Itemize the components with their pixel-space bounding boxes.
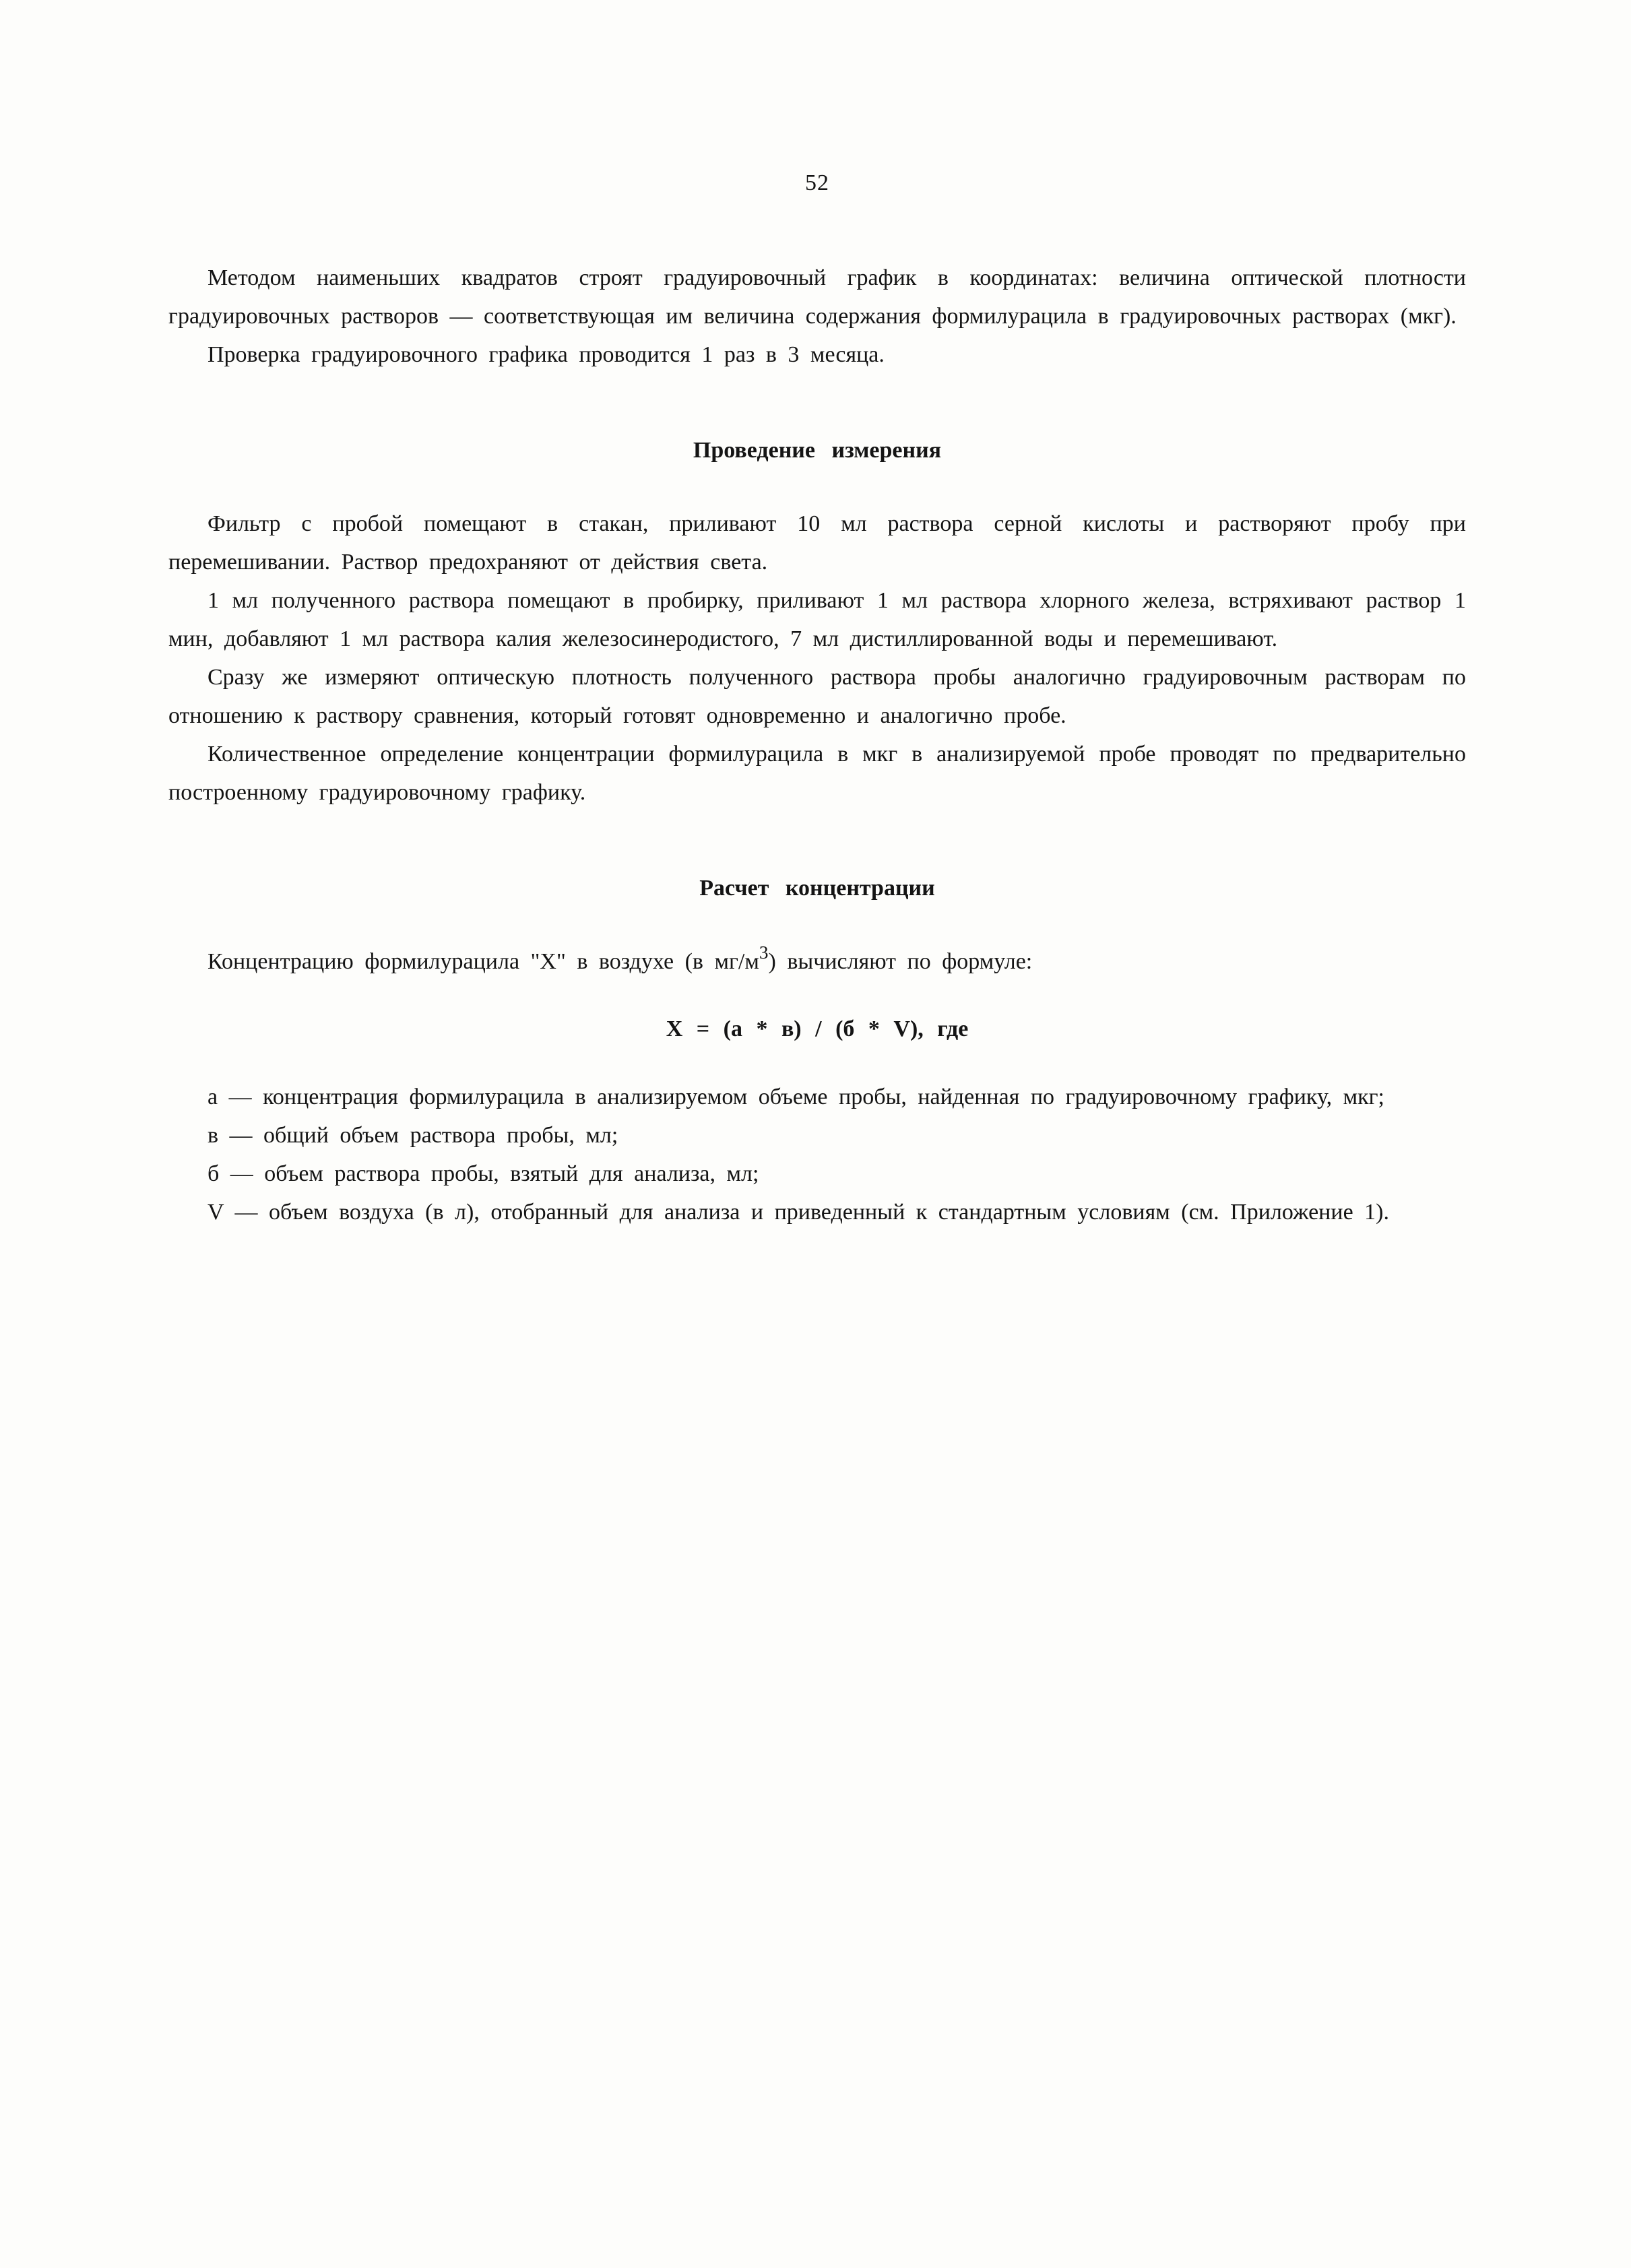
calculation-intro-text-after-superscript: ) вычисляют по формуле: [768,949,1033,974]
concentration-formula: X = (а * в) / (б * V), где [666,1016,969,1041]
intro-paragraph-2: Проверка градуировочного графика проводится 1 раз в 3 месяца. [207,342,885,367]
page-number: 52 [805,170,829,195]
formula-definition-a: а — концентрация формилурацила в анализируемом объеме пробы, найденная по градуировочному графику, мкг; [207,1084,1384,1109]
formula-definitions [168,1078,1466,1231]
intro-paragraph-1: Методом наименьших квадратов строят градуировочный график в координатах: величина оптической плотности градуировочных растворов — соответствующая им величина содержания формилурацила в градуировочных растворах (мкг). [168,265,1466,329]
formula-definition-b: б — объем раствора пробы, взятый для анализа, мл; [207,1161,759,1186]
calculation-intro-paragraph [168,942,1466,981]
formula-definition-V-air: V — объем воздуха (в л), отобранный для анализа и приведенный к стандартным условиям (см. Приложение 1). [207,1200,1389,1225]
measurement-paragraph-1: Фильтр с пробой помещают в стакан, приливают 10 мл раствора серной кислоты и растворяют пробу при перемешивании. Раствор предохраняют от действия света. [168,511,1466,575]
formula-definition-v-volume: в — общий объем раствора пробы, мл; [207,1123,618,1148]
cubic-meter-superscript: 3 [759,942,769,963]
calculation-intro-text-before-superscript: Концентрацию формилурацила "X" в воздухе (в мг/м [207,949,759,974]
section-heading-calculation: Расчет концентрации [699,876,935,901]
measurement-paragraph-2: 1 мл полученного раствора помещают в пробирку, приливают 1 мл раствора хлорного железа, встряхивают раствор 1 мин, добавляют 1 мл раствора калия железосинеродистого, 7 мл дистиллированной воды и перемешивают. [168,588,1466,651]
measurement-paragraph-3: Сразу же измеряют оптическую плотность полученного раствора пробы аналогично градуировочным растворам по отношению к раствору сравнения, который готовят одновременно и аналогично пробе. [168,665,1466,728]
measurement-paragraph-4: Количественное определение концентрации формилурацила в мкг в анализируемой пробе проводят по предварительно построенному градуировочному графику. [168,742,1466,805]
section-heading-measurement: Проведение измерения [693,438,942,463]
